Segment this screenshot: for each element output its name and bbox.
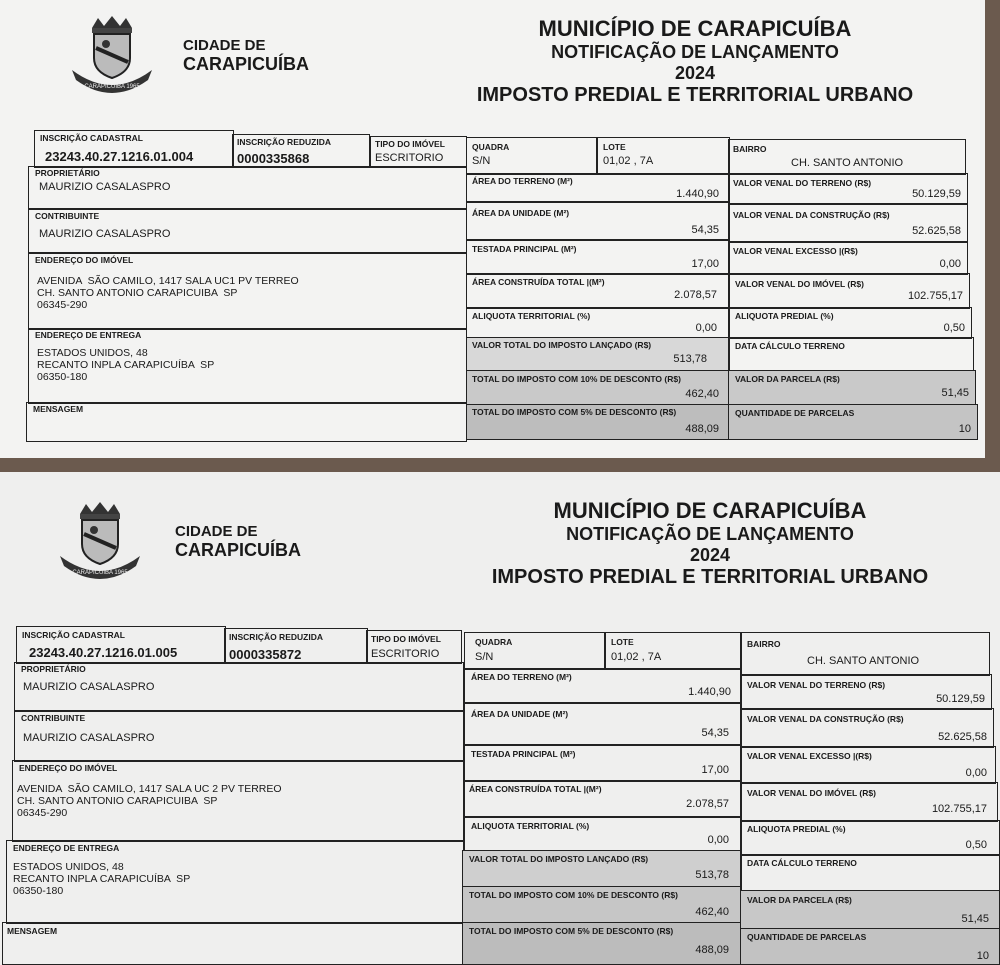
coat-of-arms-icon (54, 500, 146, 582)
label: TESTADA PRINCIPAL (M²) (471, 749, 576, 759)
label: INSCRIÇÃO CADASTRAL (22, 630, 125, 640)
label: QUADRA (472, 142, 510, 152)
endereco-imovel-value: AVENIDA SÃO CAMILO, 1417 SALA UC 2 PV TERREO CH. SANTO ANTONIO CARAPICUIBA SP 06345-290 (17, 783, 282, 820)
title-year: 2024 (674, 63, 716, 83)
inscricao-cadastral-value: 23243.40.27.1216.01.004 (45, 149, 194, 164)
total-10-cell (462, 886, 742, 924)
label: MENSAGEM (33, 404, 84, 414)
venal-terreno-cell (740, 674, 992, 710)
label: VALOR DA PARCELA (R$) (747, 895, 852, 905)
qtd-parcelas-cell (740, 928, 1000, 965)
bairro-cell (740, 632, 990, 676)
coat-of-arms-icon (66, 14, 158, 96)
city-name (183, 38, 309, 74)
label: TOTAL DO IMPOSTO COM 5% DE DESCONTO (R$) (472, 407, 677, 417)
title-year: 2024 (689, 545, 731, 565)
label: CONTRIBUINTE (21, 713, 86, 723)
label: LOTE (611, 637, 634, 647)
label: ENDEREÇO DO IMÓVEL (35, 255, 134, 265)
area-terreno-value: 1.440,90 (676, 188, 719, 200)
lote-cell (604, 632, 742, 670)
title-municipio: MUNICÍPIO DE CARAPICUÍBA (553, 498, 867, 523)
venal-construcao-value: 52.625,58 (912, 225, 961, 237)
data-calculo-cell (740, 854, 1000, 892)
label: VALOR VENAL DO IMÓVEL (R$) (735, 279, 864, 289)
tipo-imovel-value: ESCRITORIO (371, 648, 440, 660)
venal-construcao-cell (728, 203, 968, 243)
mensagem-cell (26, 402, 467, 442)
area-construida-value: 2.078,57 (674, 289, 717, 301)
label: INSCRIÇÃO REDUZIDA (237, 137, 331, 147)
inscricao-reduzida-cell (224, 628, 368, 664)
label: BAIRRO (733, 144, 767, 154)
contribuinte-cell (28, 208, 467, 254)
valor-total-value: 513,78 (673, 353, 707, 365)
contribuinte-cell (14, 710, 464, 762)
area-unidade-cell (466, 201, 730, 241)
inscricao-reduzida-value: 0000335872 (229, 647, 302, 662)
venal-terreno-cell (728, 173, 968, 205)
quadra-value: S/N (472, 155, 491, 167)
total-5-cell (466, 404, 730, 440)
quadra-cell (464, 632, 606, 670)
testada-value: 17,00 (691, 258, 719, 270)
aliquota-predial-value: 0,50 (943, 322, 965, 334)
total-10-cell (466, 370, 730, 406)
area-construida-value: 2.078,57 (686, 798, 729, 810)
aliquota-territorial-value: 0,00 (695, 322, 717, 334)
title-iptu: IMPOSTO PREDIAL E TERRITORIAL URBANO (476, 84, 914, 106)
venal-terreno-value: 50.129,59 (912, 188, 961, 200)
endereco-entrega-cell (6, 840, 464, 924)
label: QUADRA (475, 637, 513, 647)
label: BAIRRO (747, 639, 781, 649)
qtd-parcelas-cell (728, 404, 978, 440)
quadra-cell (466, 137, 598, 175)
qtd-parcelas-value: 10 (976, 950, 989, 962)
label: INSCRIÇÃO CADASTRAL (40, 133, 143, 143)
endereco-entrega-cell (28, 328, 467, 404)
endereco-imovel-value: AVENIDA SÃO CAMILO, 1417 SALA UC1 PV TERREO CH. SANTO ANTONIO CARAPICUIBA SP 06345-290 (37, 275, 299, 312)
label: LOTE (603, 142, 626, 152)
label: VALOR VENAL EXCESSO |(R$) (733, 246, 858, 256)
aliquota-territorial-cell (466, 307, 730, 339)
valor-total-cell (466, 337, 730, 372)
venal-terreno-value: 50.129,59 (936, 693, 985, 705)
label: TIPO DO IMÓVEL (375, 139, 445, 149)
label: QUANTIDADE DE PARCELAS (747, 932, 867, 942)
valor-parcela-value: 51,45 (961, 913, 989, 925)
notice-sheet-2 (0, 472, 1000, 965)
label: VALOR VENAL DA CONSTRUÇÃO (R$) (733, 210, 890, 220)
venal-construcao-cell (740, 708, 994, 748)
label: ENDEREÇO DO IMÓVEL (19, 763, 118, 773)
label: QUANTIDADE DE PARCELAS (735, 408, 855, 418)
label: MENSAGEM (7, 926, 58, 936)
aliquota-predial-value: 0,50 (965, 839, 987, 851)
aliquota-territorial-value: 0,00 (707, 834, 729, 846)
data-calculo-cell (728, 337, 974, 372)
label: TOTAL DO IMPOSTO COM 10% DE DESCONTO (R$) (472, 374, 681, 384)
tipo-imovel-cell (370, 136, 467, 168)
title-notificacao: NOTIFICAÇÃO DE LANÇAMENTO (551, 42, 839, 62)
label: ALIQUOTA TERRITORIAL (%) (472, 311, 591, 321)
city-name (175, 524, 301, 560)
lote-value: 01,02 , 7A (611, 651, 662, 663)
venal-imovel-value: 102.755,17 (931, 803, 987, 815)
area-terreno-cell (464, 668, 742, 704)
inscricao-cadastral-cell (34, 130, 234, 168)
svg-text:CARAPICUÍBA 1965: CARAPICUÍBA 1965 (84, 84, 140, 90)
total-5-cell (462, 922, 742, 965)
label: ENDEREÇO DE ENTREGA (13, 843, 120, 853)
contribuinte-value: MAURIZIO CASALASPRO (39, 228, 171, 240)
valor-total-cell (462, 850, 742, 888)
area-construida-cell (464, 780, 742, 818)
endereco-entrega-value: ESTADOS UNIDOS, 48 RECANTO INPLA CARAPICUÍBA SP 06350-180 (37, 347, 215, 384)
city-line-2: CARAPICUÍBA (183, 53, 309, 74)
total-5-value: 488,09 (685, 423, 719, 435)
area-unidade-cell (464, 702, 742, 746)
venal-imovel-value: 102.755,17 (907, 290, 963, 302)
testada-cell (466, 239, 730, 275)
lote-cell (596, 137, 730, 175)
label: PROPRIETÁRIO (21, 664, 86, 674)
document-title (445, 498, 975, 589)
venal-imovel-cell (728, 273, 970, 309)
city-line-2: CARAPICUÍBA (175, 539, 301, 560)
testada-value: 17,00 (701, 764, 729, 776)
total-10-value: 462,40 (695, 906, 729, 918)
aliquota-predial-cell (740, 820, 1000, 856)
label: DATA CÁLCULO TERRENO (735, 341, 845, 351)
label: VALOR VENAL EXCESSO |(R$) (747, 751, 872, 761)
bairro-value: CH. SANTO ANTONIO (791, 157, 904, 169)
label: TOTAL DO IMPOSTO COM 5% DE DESCONTO (R$) (469, 926, 674, 936)
venal-imovel-cell (740, 782, 998, 822)
label: ÁREA DO TERRENO (M²) (471, 672, 572, 682)
label: ÁREA DA UNIDADE (M²) (471, 709, 569, 719)
contribuinte-value: MAURIZIO CASALASPRO (23, 732, 155, 744)
label: VALOR VENAL DO IMÓVEL (R$) (747, 788, 876, 798)
proprietario-cell (28, 166, 467, 210)
bairro-value: CH. SANTO ANTONIO (807, 655, 920, 667)
valor-parcela-cell (728, 370, 976, 406)
title-notificacao: NOTIFICAÇÃO DE LANÇAMENTO (566, 524, 854, 544)
total-10-value: 462,40 (685, 388, 719, 400)
endereco-imovel-cell (12, 760, 464, 842)
document-title (440, 16, 950, 107)
label: VALOR VENAL DO TERRENO (R$) (747, 680, 886, 690)
proprietario-cell (14, 662, 464, 712)
svg-text:CARAPICUÍBA 1965: CARAPICUÍBA 1965 (72, 570, 128, 576)
mensagem-cell (2, 922, 464, 965)
label: ALIQUOTA TERRITORIAL (%) (471, 821, 590, 831)
label: DATA CÁLCULO TERRENO (747, 858, 857, 868)
venal-excesso-cell (740, 746, 996, 784)
label: VALOR TOTAL DO IMPOSTO LANÇADO (R$) (472, 340, 652, 350)
tipo-imovel-value: ESCRITORIO (375, 152, 444, 164)
label: ALIQUOTA PREDIAL (%) (747, 824, 846, 834)
inscricao-reduzida-value: 0000335868 (237, 151, 310, 166)
label: ENDEREÇO DE ENTREGA (35, 330, 142, 340)
bairro-cell (728, 139, 966, 175)
proprietario-value: MAURIZIO CASALASPRO (23, 681, 155, 693)
label: TIPO DO IMÓVEL (371, 634, 441, 644)
tipo-imovel-cell (366, 630, 462, 664)
valor-parcela-value: 51,45 (941, 387, 969, 399)
area-unidade-value: 54,35 (701, 727, 729, 739)
label: ÁREA CONSTRUÍDA TOTAL |(M²) (469, 784, 602, 794)
valor-parcela-cell (740, 890, 1000, 930)
inscricao-reduzida-cell (232, 134, 370, 168)
label: VALOR DA PARCELA (R$) (735, 374, 840, 384)
qtd-parcelas-value: 10 (958, 423, 971, 435)
city-line-1: CIDADE DE (183, 37, 266, 54)
label: ÁREA DO TERRENO (M²) (472, 176, 573, 186)
inscricao-cadastral-cell (16, 626, 226, 664)
endereco-entrega-value: ESTADOS UNIDOS, 48 RECANTO INPLA CARAPICUÍBA SP 06350-180 (13, 861, 191, 898)
label: ÁREA CONSTRUÍDA TOTAL |(M²) (472, 277, 605, 287)
label: INSCRIÇÃO REDUZIDA (229, 632, 323, 642)
lote-value: 01,02 , 7A (603, 155, 654, 167)
label: PROPRIETÁRIO (35, 168, 100, 178)
label: TOTAL DO IMPOSTO COM 10% DE DESCONTO (R$) (469, 890, 678, 900)
aliquota-predial-cell (728, 307, 972, 339)
label: VALOR TOTAL DO IMPOSTO LANÇADO (R$) (469, 854, 649, 864)
label: VALOR VENAL DA CONSTRUÇÃO (R$) (747, 714, 904, 724)
aliquota-territorial-cell (464, 816, 742, 852)
area-terreno-value: 1.440,90 (688, 686, 731, 698)
area-construida-cell (466, 273, 730, 309)
endereco-imovel-cell (28, 252, 467, 330)
label: CONTRIBUINTE (35, 211, 100, 221)
notice-sheet-1 (0, 0, 985, 458)
area-terreno-cell (466, 173, 730, 203)
label: ALIQUOTA PREDIAL (%) (735, 311, 834, 321)
city-line-1: CIDADE DE (175, 523, 258, 540)
testada-cell (464, 744, 742, 782)
label: TESTADA PRINCIPAL (M²) (472, 244, 577, 254)
title-iptu: IMPOSTO PREDIAL E TERRITORIAL URBANO (491, 566, 929, 588)
label: VALOR VENAL DO TERRENO (R$) (733, 178, 872, 188)
area-unidade-value: 54,35 (691, 224, 719, 236)
venal-excesso-value: 0,00 (965, 767, 987, 779)
total-5-value: 488,09 (695, 944, 729, 956)
venal-excesso-cell (728, 241, 968, 275)
inscricao-cadastral-value: 23243.40.27.1216.01.005 (29, 645, 178, 660)
proprietario-value: MAURIZIO CASALASPRO (39, 181, 171, 193)
label: ÁREA DA UNIDADE (M²) (472, 208, 570, 218)
title-municipio: MUNICÍPIO DE CARAPICUÍBA (538, 16, 852, 41)
valor-total-value: 513,78 (695, 869, 729, 881)
quadra-value: S/N (475, 651, 494, 663)
venal-construcao-value: 52.625,58 (938, 731, 987, 743)
venal-excesso-value: 0,00 (939, 258, 961, 270)
